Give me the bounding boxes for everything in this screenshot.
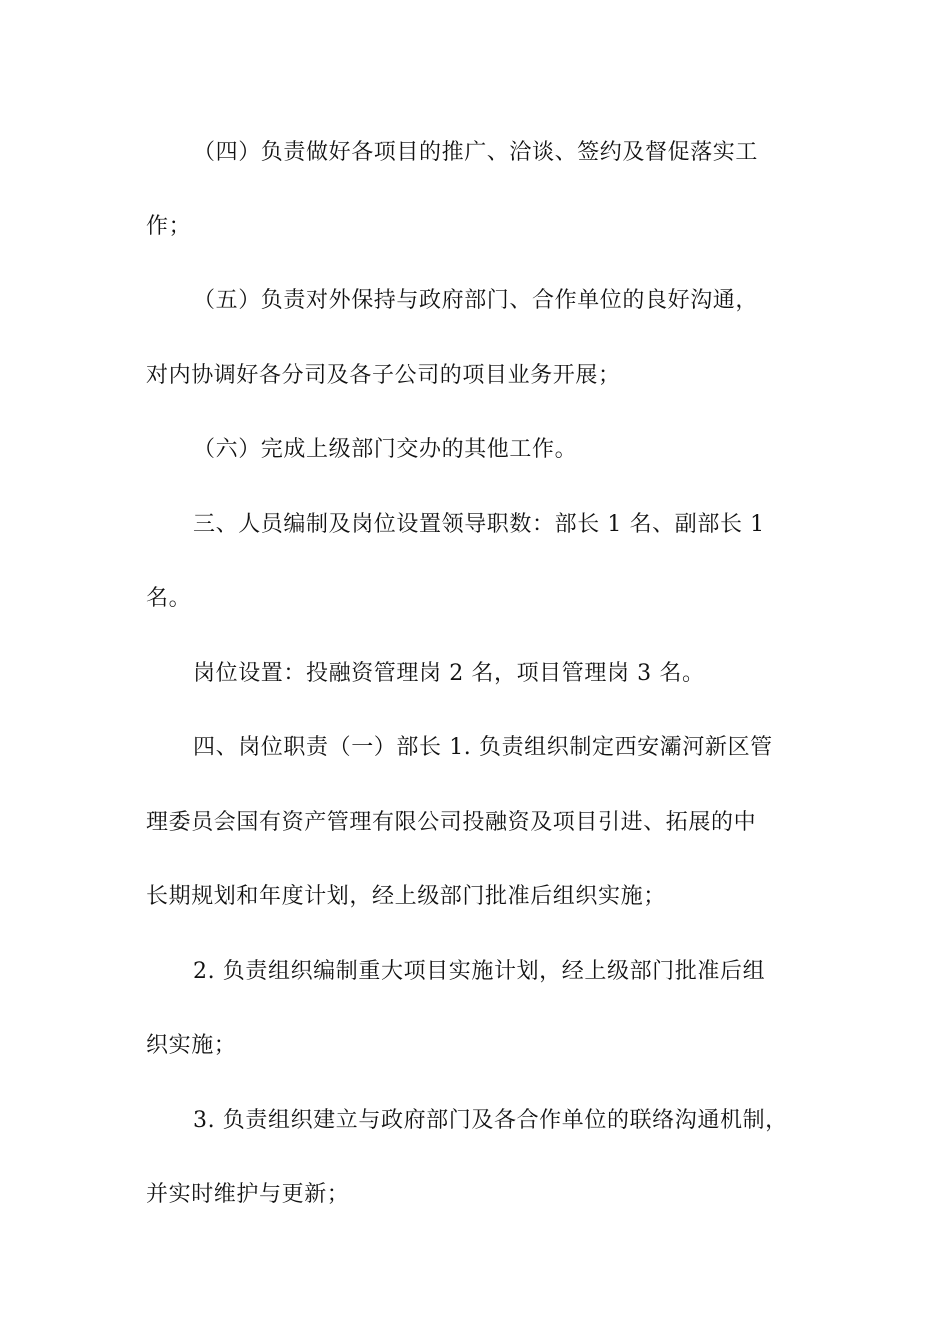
text-line-5: （六）完成上级部门交办的其他工作。 bbox=[193, 437, 578, 462]
text-line-1: （四）负责做好各项目的推广、洽谈、签约及督促落实工 bbox=[193, 140, 759, 165]
text-line-10: 理委员会国有资产管理有限公司投融资及项目引进、拓展的中 bbox=[146, 810, 757, 835]
text-line-7: 名。 bbox=[146, 586, 192, 611]
text-line-13: 织实施； bbox=[146, 1033, 237, 1058]
text-line-8: 岗位设置：投融资管理岗 2 名，项目管理岗 3 名。 bbox=[193, 661, 705, 686]
text-line-4: 对内协调好各分司及各子公司的项目业务开展； bbox=[146, 363, 621, 388]
text-line-15: 并实时维护与更新； bbox=[146, 1182, 350, 1207]
text-line-14: 3. 负责组织建立与政府部门及各合作单位的联络沟通机制， bbox=[193, 1108, 788, 1133]
text-line-3: （五）负责对外保持与政府部门、合作单位的良好沟通， bbox=[193, 288, 759, 313]
text-line-9: 四、岗位职责（一）部长 1. 负责组织制定西安灞河新区管 bbox=[193, 735, 773, 760]
text-line-2: 作； bbox=[146, 214, 192, 239]
text-line-11: 长期规划和年度计划，经上级部门批准后组织实施； bbox=[146, 884, 666, 909]
text-line-12: 2. 负责组织编制重大项目实施计划，经上级部门批准后组 bbox=[193, 959, 766, 984]
text-line-6: 三、人员编制及岗位设置领导职数：部长 1 名、副部长 1 bbox=[193, 512, 765, 537]
